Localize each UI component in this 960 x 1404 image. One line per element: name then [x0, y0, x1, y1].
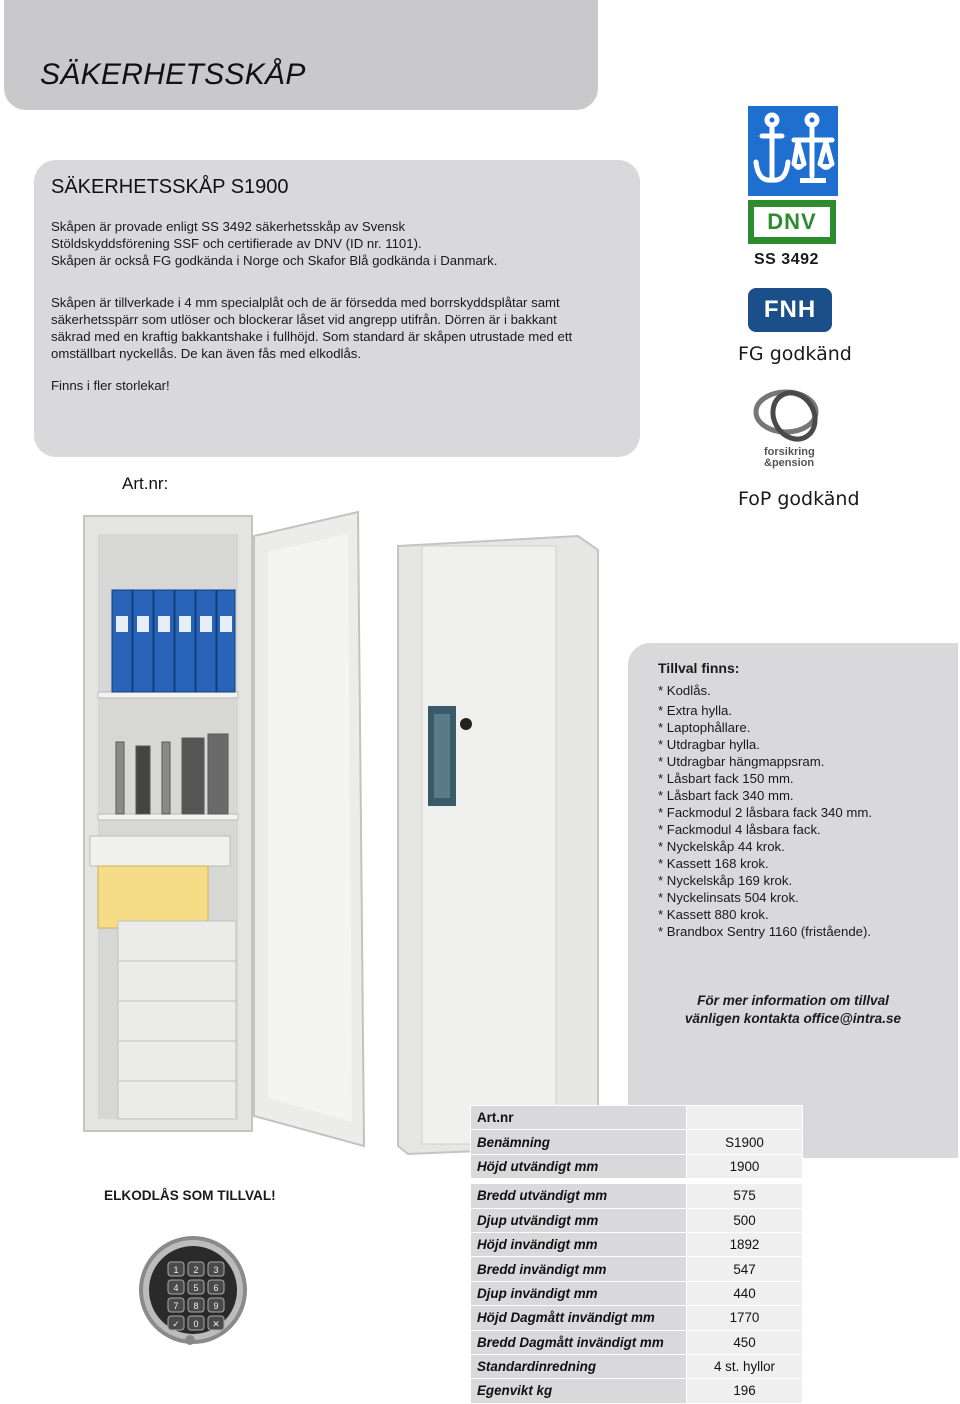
table-cell-label: Bredd invändigt mm [471, 1257, 687, 1281]
contact-note: För mer information om tillval vänligen kontakta office@intra.se [684, 993, 902, 1026]
keypad-key-label: 0 [193, 1319, 199, 1329]
keypad-key-label: 4 [173, 1283, 179, 1293]
header-banner [4, 0, 598, 110]
page-title: SÄKERHETSSKÅP [40, 58, 306, 91]
product-title: SÄKERHETSSKÅP S1900 [51, 176, 289, 198]
table-row [471, 1330, 803, 1354]
keypad-key-label: ✕ [212, 1319, 220, 1329]
list-item: * Laptophållare. [658, 720, 751, 735]
electronic-lock-heading: ELKODLÅS SOM TILLVAL! [104, 1188, 276, 1203]
list-item: * Utdragbar hylla. [658, 737, 760, 752]
list-item: * Kodlås. [658, 683, 711, 698]
table-header-row [471, 1106, 803, 1130]
list-item: * Fackmodul 4 låsbara fack. [658, 822, 821, 837]
table-cell-value: 1900 [687, 1154, 803, 1178]
list-item: * Fackmodul 2 låsbara fack 340 mm. [658, 805, 873, 820]
ssf-anchor-scales-logo [748, 106, 838, 196]
ss-3492-label: SS 3492 [754, 251, 819, 268]
dnv-logo: DNV [748, 200, 836, 244]
list-item: * Brandbox Sentry 1160 (fristående). [658, 924, 872, 939]
list-item: * Låsbart fack 340 mm. [658, 788, 794, 803]
table-cell-label: Höjd Dagmått invändigt mm [471, 1306, 687, 1330]
table-cell-label: Egenvikt kg [471, 1379, 687, 1403]
forsikring-pension-logo-mark [748, 386, 828, 446]
electronic-keypad-lock [138, 1228, 248, 1358]
table-cell-value: 575 [687, 1184, 803, 1208]
keypad-key-label: 9 [213, 1301, 219, 1311]
table-row [471, 1281, 803, 1305]
keypad-key-label: 2 [193, 1265, 199, 1275]
table-row [471, 1184, 803, 1208]
table-cell-value: 4 st. hyllor [687, 1354, 803, 1378]
sizes-note: Finns i fler storlekar! [51, 378, 170, 393]
keypad-key-label: 5 [193, 1283, 199, 1293]
table-row [471, 1257, 803, 1281]
table-cell-label: Djup invändigt mm [471, 1281, 687, 1305]
options-list [658, 682, 872, 940]
list-item: * Nyckelskåp 44 krok. [658, 839, 785, 854]
list-item: * Kassett 880 krok. [658, 907, 769, 922]
table-header-label: Art.nr [471, 1106, 687, 1130]
list-item: * Extra hylla. [658, 703, 733, 718]
table-cell-value: 440 [687, 1281, 803, 1305]
artnr-label: Art.nr: [122, 474, 169, 493]
keypad-key-label: 7 [173, 1301, 179, 1311]
table-row [471, 1354, 803, 1378]
table-cell-value: 547 [687, 1257, 803, 1281]
options-title: Tillval finns: [658, 660, 740, 676]
keypad-key-label: 3 [213, 1265, 219, 1275]
table-cell-label: Bredd Dagmått invändigt mm [471, 1330, 687, 1354]
table-cell-value: 450 [687, 1330, 803, 1354]
table-cell-value: 1892 [687, 1232, 803, 1256]
fnh-logo: FNH [748, 288, 832, 332]
table-cell-label: Höjd invändigt mm [471, 1232, 687, 1256]
table-cell-label: Benämning [471, 1130, 687, 1154]
table-cell-value: 196 [687, 1379, 803, 1403]
table-cell-value: 1770 [687, 1306, 803, 1330]
intro-paragraph: Skåpen är provade enligt SS 3492 säkerhetsskåp av Svensk Stöldskyddsförening SSF och certifierade av DNV (ID nr. 1101). Skåpen är också FG godkända i Norge och Skafor Blå godkända i Danmark. [51, 219, 498, 268]
table-cell-label: Standardinredning [471, 1354, 687, 1378]
list-item: * Låsbart fack 150 mm. [658, 771, 794, 786]
list-item: * Nyckelinsats 504 krok. [658, 890, 799, 905]
fg-approved-label: FG godkänd [738, 343, 852, 365]
table-row [471, 1232, 803, 1256]
table-cell-label: Höjd utvändigt mm [471, 1154, 687, 1178]
specifications-table [470, 1105, 803, 1404]
forsikring-pension-logo-text: forsikring &pension [764, 446, 815, 469]
table-cell-label: Djup utvändigt mm [471, 1208, 687, 1232]
table-cell-value: 500 [687, 1208, 803, 1232]
list-item: * Nyckelskåp 169 krok. [658, 873, 793, 888]
table-row [471, 1208, 803, 1232]
keypad-key-label: 1 [173, 1265, 179, 1275]
table-row [471, 1154, 803, 1178]
list-item: * Kassett 168 krok. [658, 856, 769, 871]
table-row [471, 1379, 803, 1403]
construction-paragraph: Skåpen är tillverkade i 4 mm specialplåt och de är försedda med borrskyddsplåtar samt säkerhetsspärr som utlöser och blockerar låset vid angrepp utifrån. Dörren är i bakkant säkrad med en kraftig bakkantshake i fullhöjd. Som standard är skåpen utrustade med ett omställbart nyckellås. De kan även fås med elkodlås. [51, 295, 573, 361]
safe-cabinet-photos [78, 506, 608, 1166]
list-item: * Utdragbar hängmappsram. [658, 754, 825, 769]
table-row [471, 1130, 803, 1154]
fop-approved-label: FoP godkänd [738, 488, 860, 510]
table-row [471, 1306, 803, 1330]
table-cell-label: Bredd utvändigt mm [471, 1184, 687, 1208]
table-header-value [687, 1106, 803, 1130]
keypad-key-label: 8 [193, 1301, 199, 1311]
keypad-key-label: ✓ [172, 1319, 180, 1329]
keypad-key-label: 6 [213, 1283, 219, 1293]
table-cell-value: S1900 [687, 1130, 803, 1154]
